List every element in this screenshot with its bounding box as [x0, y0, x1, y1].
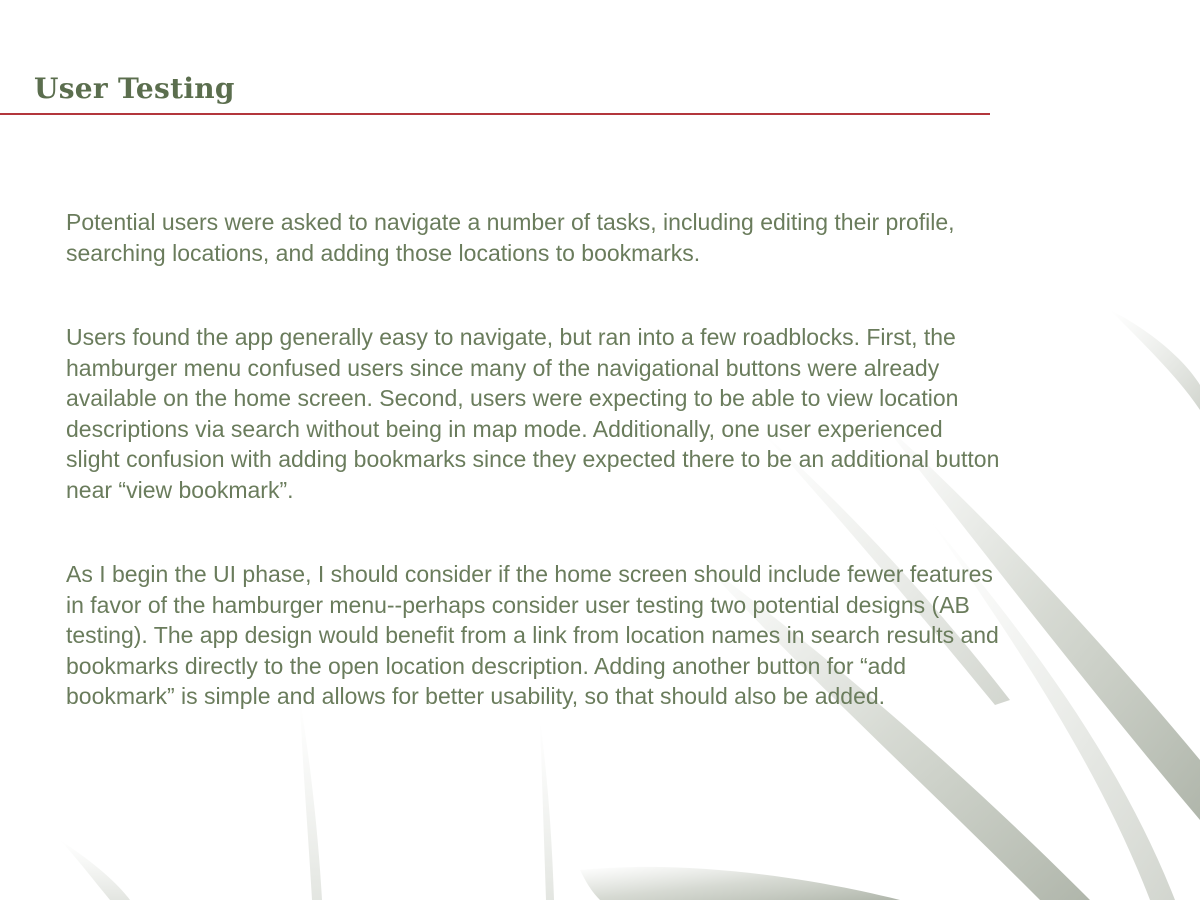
leaf-shape [60, 840, 130, 900]
leaf-shape [580, 867, 900, 900]
paragraph-findings: Users found the app generally easy to navigate, but ran into a few roadblocks. First, the hamburger menu confused users since many of the navigational buttons were already available on the home screen. Second, users were expecting to be able to view location descriptions via search without being in map mode. Additionally, one user experienced slight confusion with adding bookmarks since they expected there to be an additional button near “view bookmark”. [66, 324, 1000, 503]
title-underline-divider [0, 113, 990, 115]
paragraph-task-description: Potential users were asked to navigate a number of tasks, including editing their profile, searching locations, and adding those locations to bookmarks. [66, 209, 955, 266]
slide-title: User Testing [34, 72, 235, 105]
leaf-shape [540, 720, 554, 900]
paragraph-next-steps: As I begin the UI phase, I should consider if the home screen should include fewer features in favor of the hamburger menu--perhaps consider user testing two potential designs (AB testing). The app design would benefit from a link from location names in search results and bookmarks directly to the open location description. Adding another button for “add bookmark” is simple and allows for better usability, so that should also be added. [66, 561, 999, 709]
leaf-shape [300, 700, 322, 900]
